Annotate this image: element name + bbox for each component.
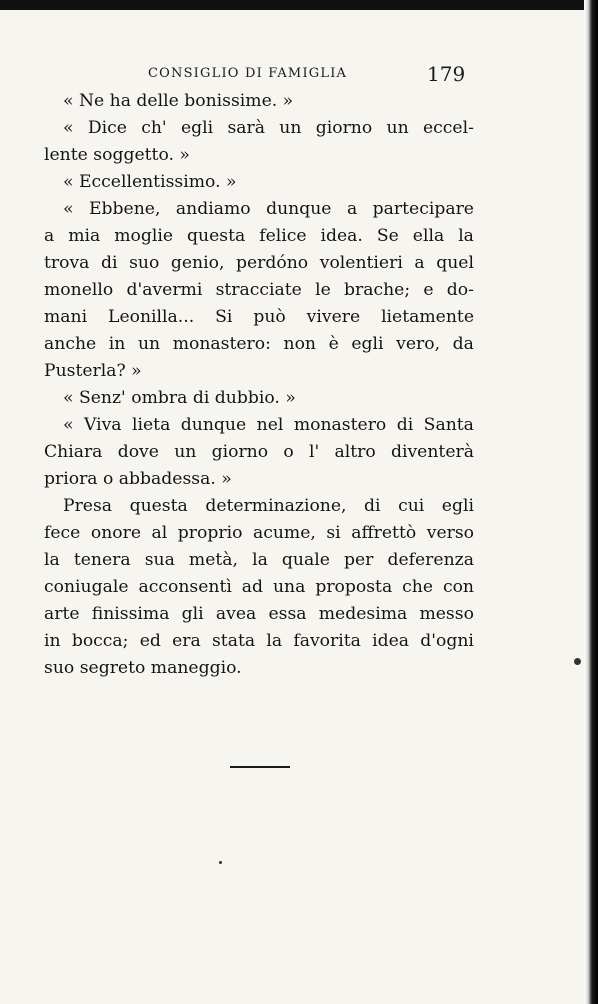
- line-text: suo segreto maneggio.: [44, 658, 242, 678]
- word: dove: [117, 442, 159, 462]
- word: Si: [215, 307, 233, 327]
- word: era: [172, 631, 201, 651]
- text-line: [44, 493, 474, 520]
- word: cui: [398, 496, 425, 516]
- word: giorno: [211, 442, 269, 462]
- word: anche: [44, 334, 97, 354]
- text-line: [44, 250, 474, 277]
- scan-top-border: [0, 0, 598, 10]
- word: la: [266, 631, 283, 651]
- word: a: [414, 253, 425, 273]
- word: quel: [436, 253, 474, 273]
- word: Santa: [423, 415, 474, 435]
- word: perdóno: [236, 253, 309, 273]
- word: Dice: [87, 118, 127, 138]
- word: bocca;: [71, 631, 129, 651]
- word: fece: [44, 523, 81, 543]
- word: onore: [90, 523, 142, 543]
- word: egli: [441, 496, 474, 516]
- word: dunque: [266, 199, 332, 219]
- word: al: [151, 523, 168, 543]
- text-line: [44, 331, 474, 358]
- text-line: [44, 466, 474, 493]
- word: «: [63, 199, 74, 219]
- text-line: [44, 439, 474, 466]
- word: vivere: [306, 307, 361, 327]
- text-line: [44, 115, 474, 142]
- word: Presa: [63, 496, 113, 516]
- word: altro: [334, 442, 376, 462]
- word: con: [442, 577, 474, 597]
- word: medesima: [318, 604, 408, 624]
- word: dunque: [180, 415, 247, 435]
- word: volentieri: [319, 253, 403, 273]
- word: in: [44, 631, 61, 651]
- text-line: [44, 574, 474, 601]
- word: deferenza: [387, 550, 474, 570]
- line-text: Pusterla? »: [44, 361, 142, 381]
- word: diventerà: [390, 442, 474, 462]
- word: Se: [376, 226, 399, 246]
- text-line: [44, 547, 474, 574]
- word: «: [63, 415, 74, 435]
- word: avea: [215, 604, 257, 624]
- word: egli: [180, 118, 214, 138]
- word: ed: [139, 631, 161, 651]
- word: le: [315, 280, 331, 300]
- word: è: [328, 334, 339, 354]
- text-line: [44, 196, 474, 223]
- word: arte: [44, 604, 80, 624]
- word: un: [174, 442, 197, 462]
- word: finissima: [91, 604, 170, 624]
- word: la: [458, 226, 474, 246]
- word: di: [101, 253, 118, 273]
- word: d'ogni: [420, 631, 474, 651]
- text-line: [44, 628, 474, 655]
- word: a: [44, 226, 55, 246]
- text-line: [44, 277, 474, 304]
- word: moglie: [114, 226, 174, 246]
- body-text: [44, 88, 474, 682]
- word: l': [308, 442, 320, 462]
- word: stata: [211, 631, 256, 651]
- ink-speck: [219, 861, 222, 864]
- word: sarà: [227, 118, 265, 138]
- text-line: [44, 142, 474, 169]
- word: affrettò: [351, 523, 417, 543]
- word: favorita: [293, 631, 361, 651]
- word: si: [326, 523, 341, 543]
- word: sua: [144, 550, 175, 570]
- word: di: [396, 415, 414, 435]
- word: eccel-: [422, 118, 474, 138]
- word: lietamente: [381, 307, 474, 327]
- text-line: [44, 601, 474, 628]
- word: un: [386, 118, 409, 138]
- word: stracciate: [215, 280, 302, 300]
- text-line: [44, 358, 474, 385]
- word: questa: [129, 496, 188, 516]
- word: proprio: [177, 523, 243, 543]
- word: la: [252, 550, 268, 570]
- word: Chiara: [44, 442, 103, 462]
- ink-speck: [574, 658, 581, 665]
- word: egli: [351, 334, 384, 354]
- text-line: [44, 88, 474, 115]
- word: quale: [281, 550, 330, 570]
- word: «: [63, 118, 74, 138]
- word: un: [279, 118, 302, 138]
- word: partecipare: [372, 199, 474, 219]
- end-rule: [230, 766, 290, 768]
- word: in: [108, 334, 126, 354]
- word: d'avermi: [126, 280, 203, 300]
- word: verso: [426, 523, 474, 543]
- word: tenera: [73, 550, 131, 570]
- word: un: [137, 334, 161, 354]
- word: Leonilla...: [108, 307, 195, 327]
- word: può: [253, 307, 286, 327]
- word: essa: [268, 604, 307, 624]
- word: ad: [241, 577, 264, 597]
- word: la: [44, 550, 60, 570]
- text-line: [44, 223, 474, 250]
- line-text: lente soggetto. »: [44, 145, 190, 165]
- word: felice: [259, 226, 307, 246]
- word: trova: [44, 253, 90, 273]
- word: brache;: [343, 280, 411, 300]
- word: monastero: [293, 415, 387, 435]
- word: vero,: [396, 334, 441, 354]
- word: una: [272, 577, 306, 597]
- word: do-: [446, 280, 474, 300]
- word: andiamo: [175, 199, 251, 219]
- word: di: [364, 496, 381, 516]
- word: non: [283, 334, 316, 354]
- word: Viva: [83, 415, 122, 435]
- line-text: « Senz' ombra di dubbio. »: [63, 388, 296, 408]
- word: o: [283, 442, 294, 462]
- text-line: [44, 520, 474, 547]
- word: da: [452, 334, 474, 354]
- text-line: [44, 655, 474, 682]
- word: idea: [372, 631, 410, 651]
- word: a: [346, 199, 358, 219]
- word: questa: [187, 226, 246, 246]
- word: nel: [256, 415, 284, 435]
- word: per: [344, 550, 374, 570]
- text-line: [44, 169, 474, 196]
- line-text: « Eccellentissimo. »: [63, 172, 237, 192]
- word: giorno: [315, 118, 373, 138]
- word: lieta: [132, 415, 171, 435]
- word: Ebbene,: [88, 199, 161, 219]
- word: e: [423, 280, 434, 300]
- word: genio,: [170, 253, 225, 273]
- page-header: [145, 62, 465, 90]
- word: coniugale: [44, 577, 129, 597]
- word: gli: [181, 604, 204, 624]
- word: idea.: [320, 226, 363, 246]
- word: determinazione,: [205, 496, 347, 516]
- word: messo: [419, 604, 474, 624]
- line-text: priora o abbadessa. »: [44, 469, 232, 489]
- word: metà,: [188, 550, 239, 570]
- word: monastero:: [172, 334, 271, 354]
- text-line: [44, 412, 474, 439]
- text-line: [44, 304, 474, 331]
- page-number: 179: [427, 62, 466, 86]
- text-line: [44, 385, 474, 412]
- word: suo: [129, 253, 160, 273]
- word: monello: [44, 280, 114, 300]
- word: ella: [412, 226, 445, 246]
- word: proposta: [315, 577, 393, 597]
- line-text: « Ne ha delle bonissime. »: [63, 91, 294, 111]
- word: mani: [44, 307, 88, 327]
- word: acconsentì: [138, 577, 232, 597]
- scan-right-border: [584, 0, 598, 1004]
- word: acume,: [252, 523, 316, 543]
- word: ch': [141, 118, 167, 138]
- word: mia: [68, 226, 101, 246]
- word: che: [402, 577, 434, 597]
- running-head: CONSIGLIO DI FAMIGLIA: [148, 66, 348, 81]
